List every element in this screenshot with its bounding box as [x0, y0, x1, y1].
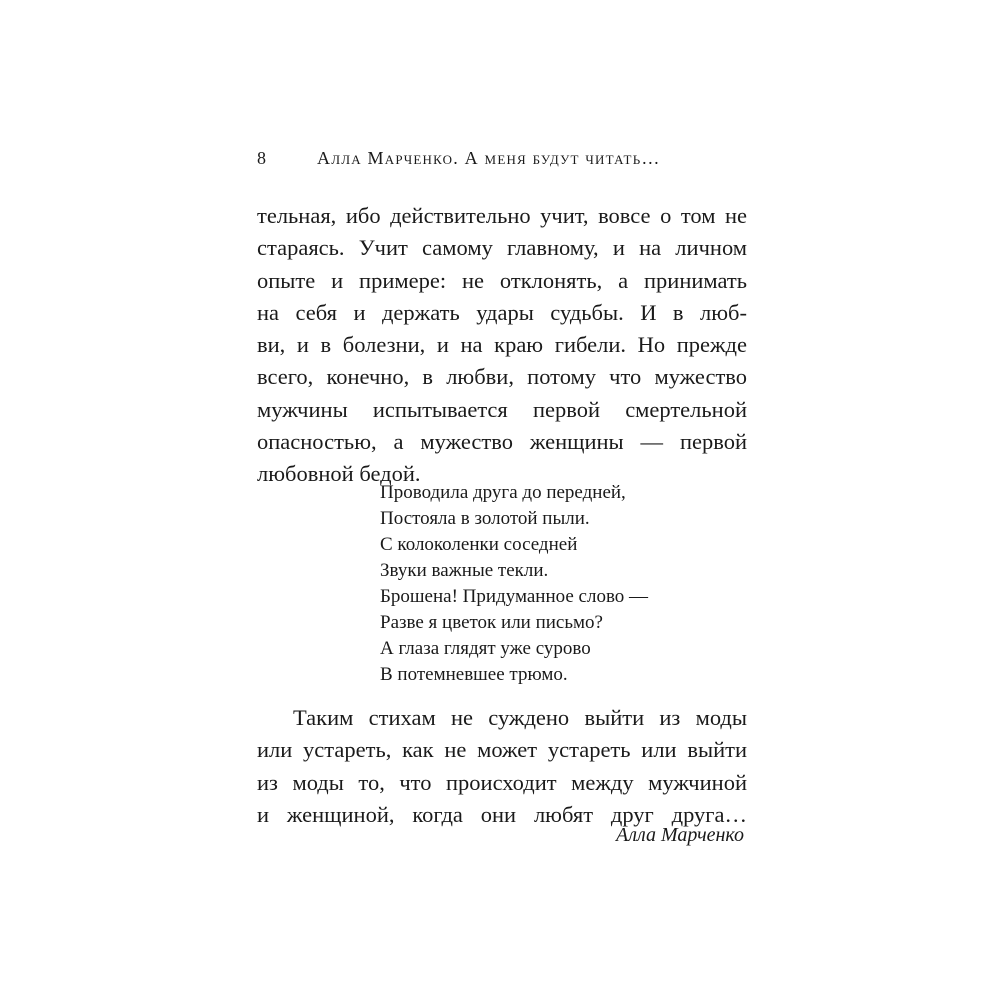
paragraph-line: из моды то, что происходит между мужчиной — [257, 769, 747, 795]
paragraph-line: ви, и в болезни, и на краю гибели. Но прежде — [257, 332, 747, 358]
poem-line: Разве я цветок или письмо? — [380, 612, 603, 633]
poem-line: В потемневшее трюмо. — [380, 664, 568, 685]
running-head — [257, 148, 747, 172]
paragraph-1 — [257, 200, 747, 491]
author-signature: Алла Марченко — [616, 824, 744, 846]
paragraph-line: и женщиной, когда они любят друг друга… — [257, 801, 747, 827]
paragraph-2 — [257, 702, 747, 831]
poem-line: Брошена! Придуманное слово — — [380, 586, 649, 607]
paragraph-line: тельная, ибо действительно учит, вовсе о том не — [257, 203, 747, 228]
paragraph-line: на себя и держать удары судьбы. И в люб- — [257, 299, 747, 325]
poem — [380, 480, 648, 688]
paragraph-line: или устареть, как не может устареть или выйти — [257, 737, 747, 763]
paragraph-line: любовной бедой. — [257, 461, 421, 487]
running-title: Алла Марченко. А меня будут читать… — [317, 148, 661, 168]
poem-line: С колоколенки соседней — [380, 534, 578, 555]
poem-line: А глаза глядят уже сурово — [380, 638, 591, 659]
page-number: 8 — [257, 148, 268, 168]
poem-line: Звуки важные текли. — [380, 560, 549, 581]
paragraph-line: стараясь. Учит самому главному, и на личном — [257, 235, 747, 261]
paragraph-line: опыте и примере: не отклонять, а принимать — [257, 267, 747, 293]
paragraph-line: всего, конечно, в любви, потому что мужество — [257, 364, 747, 390]
paragraph-line: Таким стихам не суждено выйти из моды — [293, 705, 747, 730]
paragraph-line: опасностью, а мужество женщины — первой — [257, 429, 747, 455]
poem-line: Проводила друга до передней, — [380, 482, 626, 503]
paragraph-line: мужчины испытывается первой смертельной — [257, 396, 747, 422]
poem-line: Постояла в золотой пыли. — [380, 508, 590, 529]
